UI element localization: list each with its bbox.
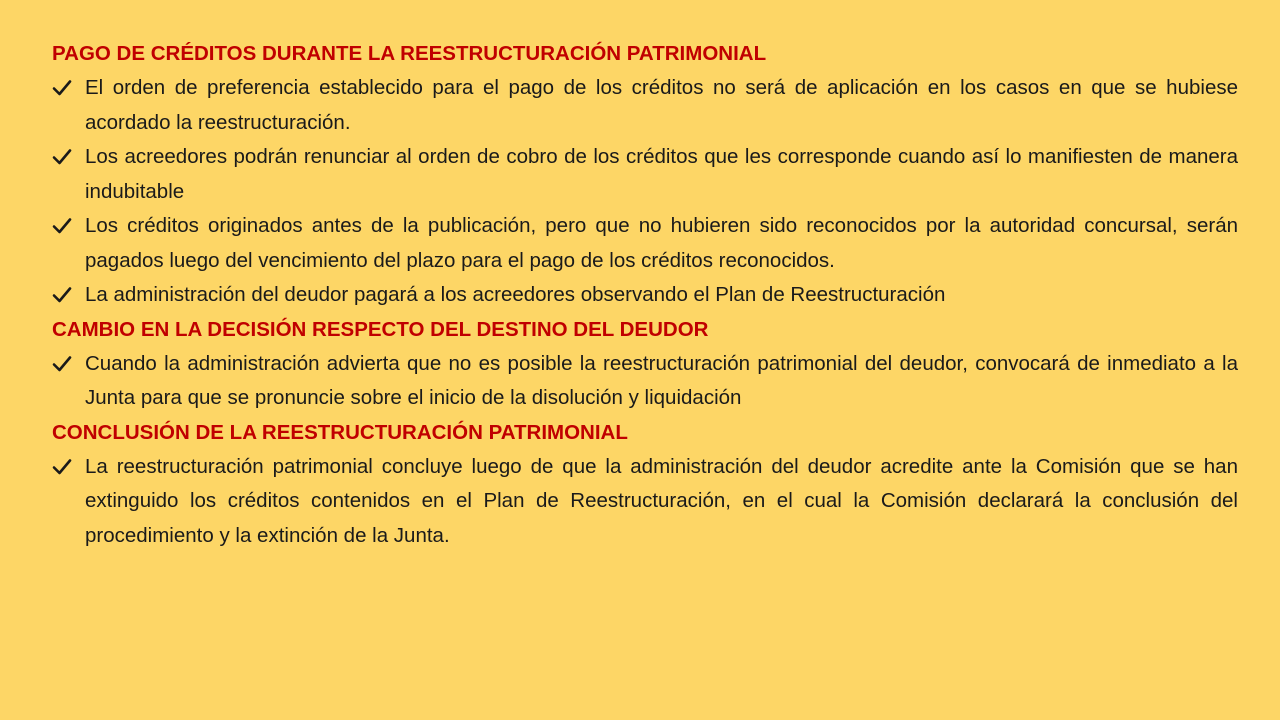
list-item	[52, 140, 1238, 209]
checkmark-icon	[52, 355, 72, 373]
list-item	[52, 209, 1238, 278]
section-heading-conclusion: CONCLUSIÓN DE LA REESTRUCTURACIÓN PATRIMONIAL	[52, 420, 628, 444]
section-heading-cambio-decision: CAMBIO EN LA DECISIÓN RESPECTO DEL DESTINO DEL DEUDOR	[52, 317, 709, 341]
list-item-text: El orden de preferencia establecido para el pago de los créditos no será de aplicación en los casos en que se hubiese acordado la reestructuración.	[85, 76, 1238, 134]
list-item	[52, 450, 1238, 554]
list-item	[52, 71, 1238, 140]
list-item-text: Los créditos originados antes de la publicación, pero que no hubieren sido reconocidos por la autoridad concursal, serán pagados luego del vencimiento del plazo para el pago de los créditos reconocidos.	[85, 214, 1238, 272]
list-item-text: La reestructuración patrimonial concluye luego de que la administración del deudor acredite ante la Comisión que se han extinguido los créditos contenidos en el Plan de Reestructuración, en el cual la Comisión declarará la conclusión del procedimiento y la extinción de la Junta.	[85, 454, 1238, 547]
checkmark-icon	[52, 148, 72, 166]
checkmark-icon	[52, 79, 72, 97]
section-heading-pago-creditos: PAGO DE CRÉDITOS DURANTE LA REESTRUCTURACIÓN PATRIMONIAL	[52, 42, 767, 65]
checkmark-icon	[52, 286, 72, 304]
list-item-text: La administración del deudor pagará a los acreedores observando el Plan de Reestructuración	[85, 283, 946, 306]
list-item-text: Los acreedores podrán renunciar al orden de cobro de los créditos que les corresponde cuando así lo manifiesten de manera indubitable	[85, 145, 1238, 203]
list-item-text: Cuando la administración advierta que no es posible la reestructuración patrimonial del deudor, convocará de inmediato a la Junta para que se pronuncie sobre el inicio de la disolución y liquidación	[85, 351, 1238, 409]
list-item	[52, 278, 1238, 313]
list-item	[52, 347, 1238, 416]
checkmark-icon	[52, 458, 72, 476]
checkmark-icon	[52, 217, 72, 235]
